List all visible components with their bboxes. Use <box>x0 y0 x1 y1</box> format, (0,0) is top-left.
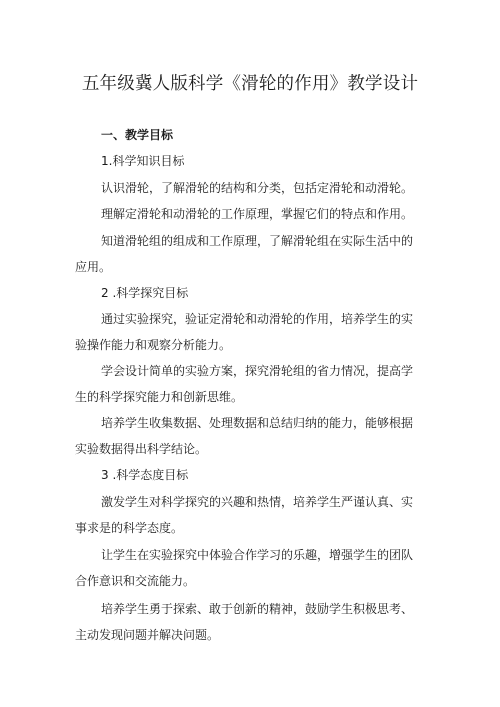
paragraph-line: 主动发现问题并解决问题。 <box>75 628 220 642</box>
paragraph-line: 理解定滑轮和动滑轮的工作原理，掌握它们的特点和作用。 <box>101 207 414 221</box>
paragraph-line: 通过实验探究，验证定滑轮和动滑轮的作用，培养学生的实 <box>101 312 414 326</box>
section-heading-teaching-goals: 一、教学目标 <box>101 128 174 142</box>
paragraph-line: 激发学生对科学探究的兴趣和热情，培养学生严谨认真、实 <box>101 495 414 509</box>
paragraph-line: 让学生在实验探究中体验合作学习的乐趣，增强学生的团队 <box>101 548 414 562</box>
paragraph-line: 培养学生收集数据、处理数据和总结归纳的能力，能够根据 <box>101 416 414 430</box>
paragraph-line: 认识滑轮，了解滑轮的结构和分类，包括定滑轮和动滑轮。 <box>101 181 414 195</box>
paragraph-line: 应用。 <box>75 260 112 274</box>
paragraph-line: 培养学生勇于探索、敢于创新的精神，鼓励学生积极思考、 <box>101 602 414 616</box>
document-title: 五年级冀人版科学《滑轮的作用》教学设计 <box>81 74 419 94</box>
paragraph-line: 生的科学探究能力和创新思维。 <box>75 390 244 404</box>
subheading-knowledge-goals: 1.科学知识目标 <box>101 154 185 168</box>
paragraph-line: 合作意识和交流能力。 <box>75 574 196 588</box>
subheading-inquiry-goals: 2 .科学探究目标 <box>101 286 189 300</box>
paragraph-line: 学会设计简单的实验方案，探究滑轮组的省力情况，提高学 <box>101 364 414 378</box>
paragraph-line: 实验数据得出科学结论。 <box>75 442 208 456</box>
paragraph-line: 知道滑轮组的组成和工作原理，了解滑轮组在实际生活中的 <box>101 234 414 248</box>
subheading-attitude-goals: 3 .科学态度目标 <box>101 468 189 482</box>
paragraph-line: 事求是的科学态度。 <box>75 521 184 535</box>
paragraph-line: 验操作能力和观察分析能力。 <box>75 338 232 352</box>
